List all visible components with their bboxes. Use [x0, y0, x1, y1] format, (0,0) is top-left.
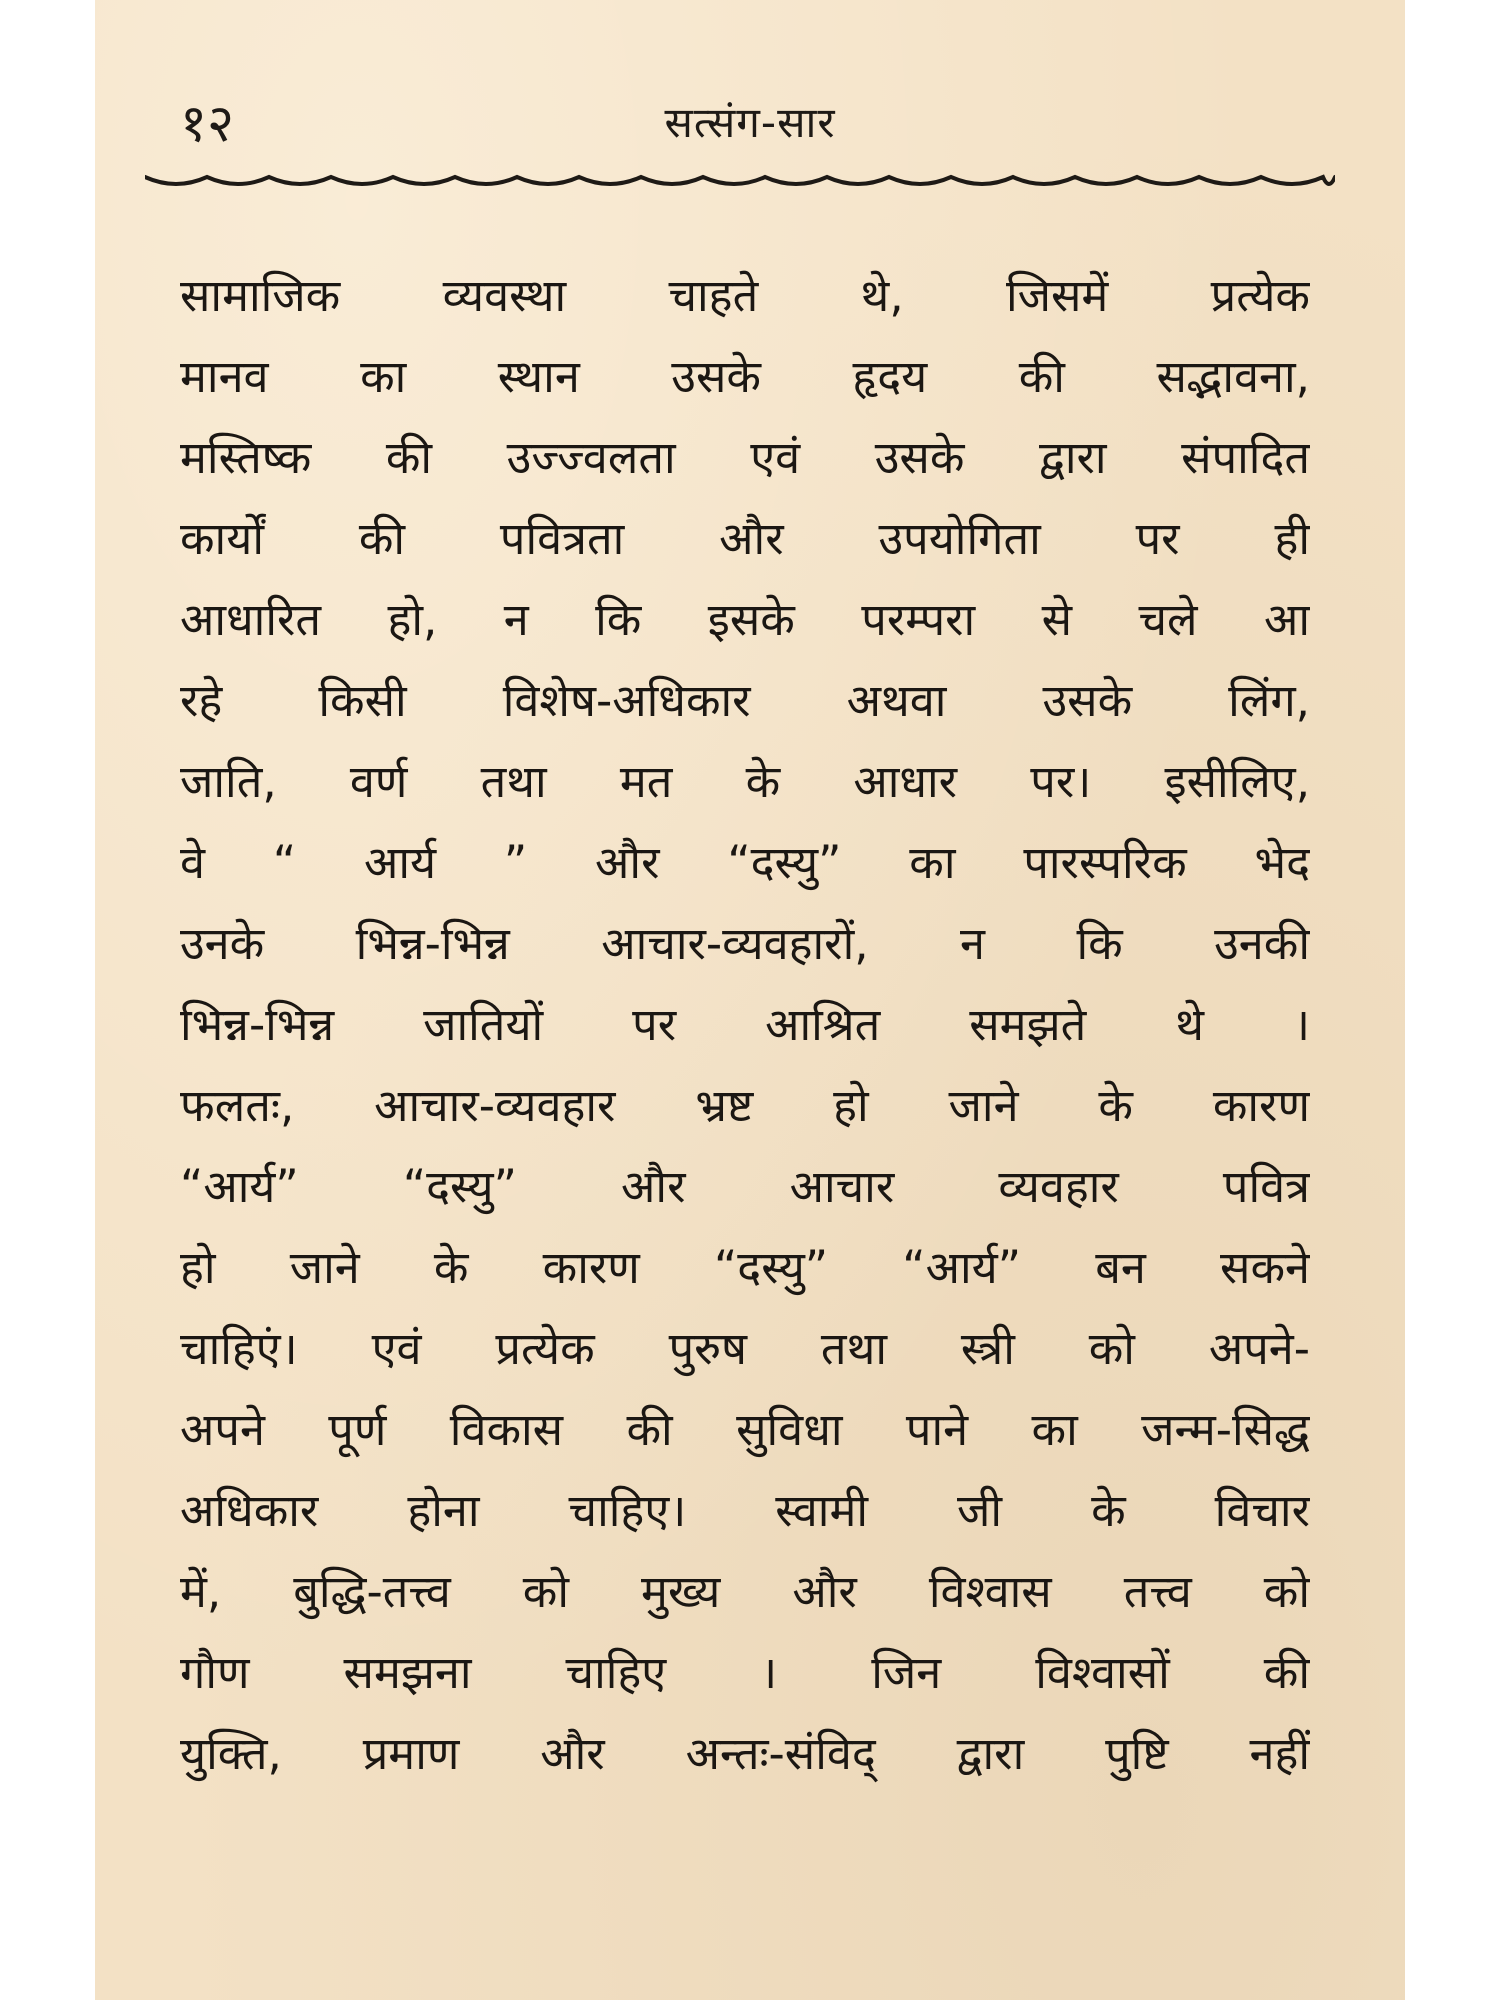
text-line: जाति, वर्ण तथा मत के आधार पर। इसीलिए, [180, 755, 1310, 808]
text-line: उनके भिन्न-भिन्न आचार-व्यवहारों, न कि उनकी [180, 917, 1310, 970]
text-line: सामाजिक व्यवस्था चाहते थे, जिसमें प्रत्येक [180, 269, 1310, 322]
text-line: गौण समझना चाहिए । जिन विश्वासों की [180, 1646, 1310, 1699]
text-line: हो जाने के कारण “दस्यु” “आर्य” बन सकने [180, 1241, 1310, 1294]
text-line: चाहिएं। एवं प्रत्येक पुरुष तथा स्त्री को अपने- [180, 1322, 1310, 1375]
text-line: “आर्य” “दस्यु” और आचार व्यवहार पवित्र [180, 1160, 1310, 1213]
text-line: कार्यों की पवित्रता और उपयोगिता पर ही [180, 512, 1310, 565]
text-line: युक्ति, प्रमाण और अन्तः-संविद् द्वारा पुष्टि नहीं [180, 1727, 1310, 1780]
text-line: अपने पूर्ण विकास की सुविधा पाने का जन्म-सिद्ध [180, 1403, 1310, 1456]
body-text [180, 255, 1310, 1794]
text-line: मानव का स्थान उसके हृदय की सद्भावना, [180, 350, 1310, 403]
text-line: वे “ आर्य ” और “दस्यु” का पारस्परिक भेद [180, 836, 1310, 889]
text-line: अधिकार होना चाहिए। स्वामी जी के विचार [180, 1484, 1310, 1537]
text-line: आधारित हो, न कि इसके परम्परा से चले आ [180, 593, 1310, 646]
page-number: १२ [180, 94, 235, 154]
text-line: भिन्न-भिन्न जातियों पर आश्रित समझते थे । [180, 998, 1310, 1051]
text-line: रहे किसी विशेष-अधिकार अथवा उसके लिंग, [180, 674, 1310, 727]
running-title: सत्संग-सार [664, 98, 836, 147]
text-line: मस्तिष्क की उज्ज्वलता एवं उसके द्वारा संपादित [180, 431, 1310, 484]
text-line: में, बुद्धि-तत्त्व को मुख्य और विश्वास तत्त्व को [180, 1565, 1310, 1618]
text-line: फलतः, आचार-व्यवहार भ्रष्ट हो जाने के कारण [180, 1079, 1310, 1132]
wavy-header-rule [145, 165, 1335, 205]
book-page [95, 0, 1405, 2000]
